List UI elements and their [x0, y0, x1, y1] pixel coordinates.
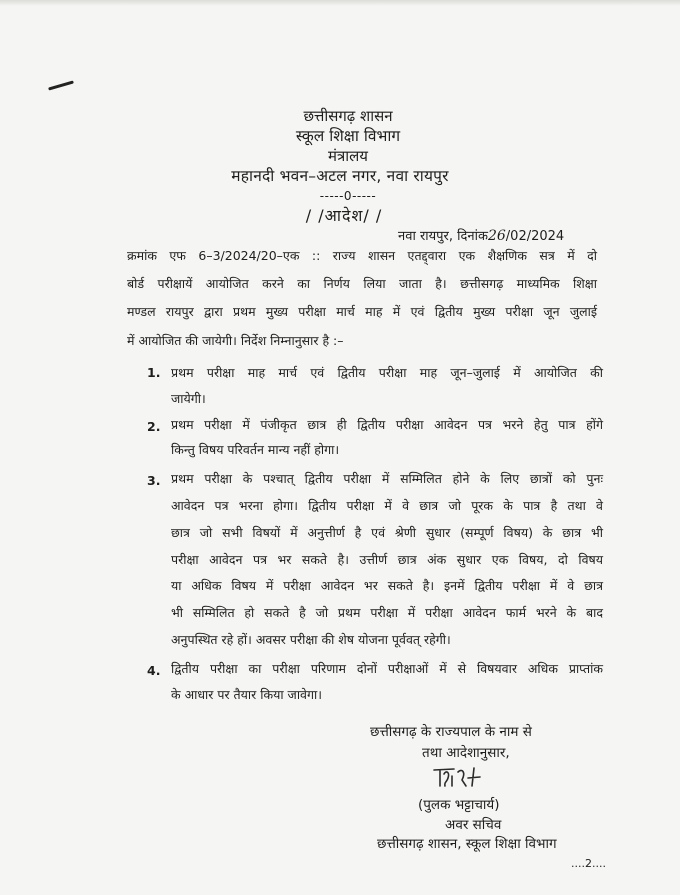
- item-number: 4.: [147, 663, 161, 678]
- item-number: 1.: [147, 365, 161, 380]
- signatory-name: (पुलक भट्टाचार्य): [418, 797, 500, 813]
- header-address: महानदी भवन–अटल नगर, नवा रायपुर: [231, 167, 449, 185]
- item-line: के आधार पर तैयार किया जावेगा।: [171, 687, 323, 702]
- date-place-prefix: नवा रायपुर, दिनांक: [398, 229, 488, 244]
- item-number: 3.: [147, 473, 161, 488]
- item-line: भी सम्मिलित हो सकते है जो प्रथम परीक्षा में परीक्षा आवेदन फार्म भरने के बाद: [171, 605, 603, 620]
- signatory-office: छत्तीसगढ़ शासन, स्कूल शिक्षा विभाग: [377, 836, 557, 852]
- item-line: छात्र जो सभी विषयों में अनुत्तीर्ण है एवं श्रेणी सुधार (सम्पूर्ण विषय) के छात्र भी: [171, 525, 603, 540]
- handwritten-signature: [432, 764, 494, 790]
- signature-order-line: तथा आदेशानुसार,: [422, 745, 510, 761]
- intro-line: बोर्ड परीक्षायें आयोजित करने का निर्णय लिया जाता है। छत्तीसगढ़ माध्यमिक शिक्षा: [127, 276, 597, 291]
- order-title: / /आदेश/ /: [305, 206, 383, 225]
- signatory-designation: अवर सचिव: [445, 817, 502, 833]
- item-line: प्रथम परीक्षा में पंजीकृत छात्र ही द्वितीय परीक्षा आवेदन पत्र भरने हेतु पात्र होंगे: [171, 417, 603, 432]
- signature-authority-line: छत्तीसगढ़ के राज्यपाल के नाम से: [370, 724, 532, 740]
- header-department: स्कूल शिक्षा विभाग: [295, 127, 401, 145]
- intro-line: क्रमांक एफ 6–3/2024/20–एक :: राज्य शासन एतद्द्वारा एक शैक्षणिक सत्र में दो: [127, 248, 597, 263]
- scan-shadow: [0, 0, 680, 6]
- header-separator: -----0-----: [319, 189, 377, 203]
- item-line: किन्तु विषय परिवर्तन मान्य नहीं होगा।: [171, 442, 340, 457]
- item-line: द्वितीय परीक्षा का परीक्षा परिणाम दोनों परीक्षाओं में से विषयवार अधिक प्राप्तांक: [171, 661, 603, 676]
- intro-line: मण्डल रायपुर द्वारा प्रथम मुख्य परीक्षा मार्च माह में एवं द्वितीय मुख्य परीक्षा जून जुलाई: [127, 304, 597, 319]
- item-line: परीक्षा आवेदन पत्र भर सकते है। उत्तीर्ण छात्र अंक सुधार एक विषय, दो विषय: [171, 552, 603, 567]
- header-government: छत्तीसगढ़ शासन: [303, 107, 393, 125]
- date-line: [398, 226, 564, 247]
- item-line: प्रथम परीक्षा के पश्चात् द्वितीय परीक्षा में सम्मिलित होने के लिए छात्रों को पुनः: [171, 471, 603, 486]
- item-line: अनुपस्थित रहे हों। अवसर परीक्षा की शेष योजना पूर्ववत् रहेगी।: [171, 632, 451, 647]
- date-month-year: /02/2024: [505, 229, 565, 244]
- item-line: जायेगी।: [171, 391, 206, 406]
- header-ministry: मंत्रालय: [327, 147, 368, 165]
- item-line: या अधिक विषय में परीक्षा आवेदन भर सकते है। इनमें द्वितीय परीक्षा में वे छात्र: [171, 578, 603, 593]
- item-line: आवेदन पत्र भरना होगा। द्वितीय परीक्षा में वे छात्र जो पूरक के पात्र है तथा वे: [171, 498, 603, 513]
- page-number: ....2....: [571, 857, 606, 870]
- item-line: प्रथम परीक्षा माह मार्च एवं द्वितीय परीक्षा माह जून–जुलाई में आयोजित की: [171, 365, 603, 380]
- pen-stroke-mark: [48, 80, 74, 90]
- intro-line: में आयोजित की जायेगी। निर्देश निम्नानुसार है :–: [127, 333, 344, 348]
- date-day-handwritten: 26: [487, 228, 506, 244]
- item-number: 2.: [147, 419, 161, 434]
